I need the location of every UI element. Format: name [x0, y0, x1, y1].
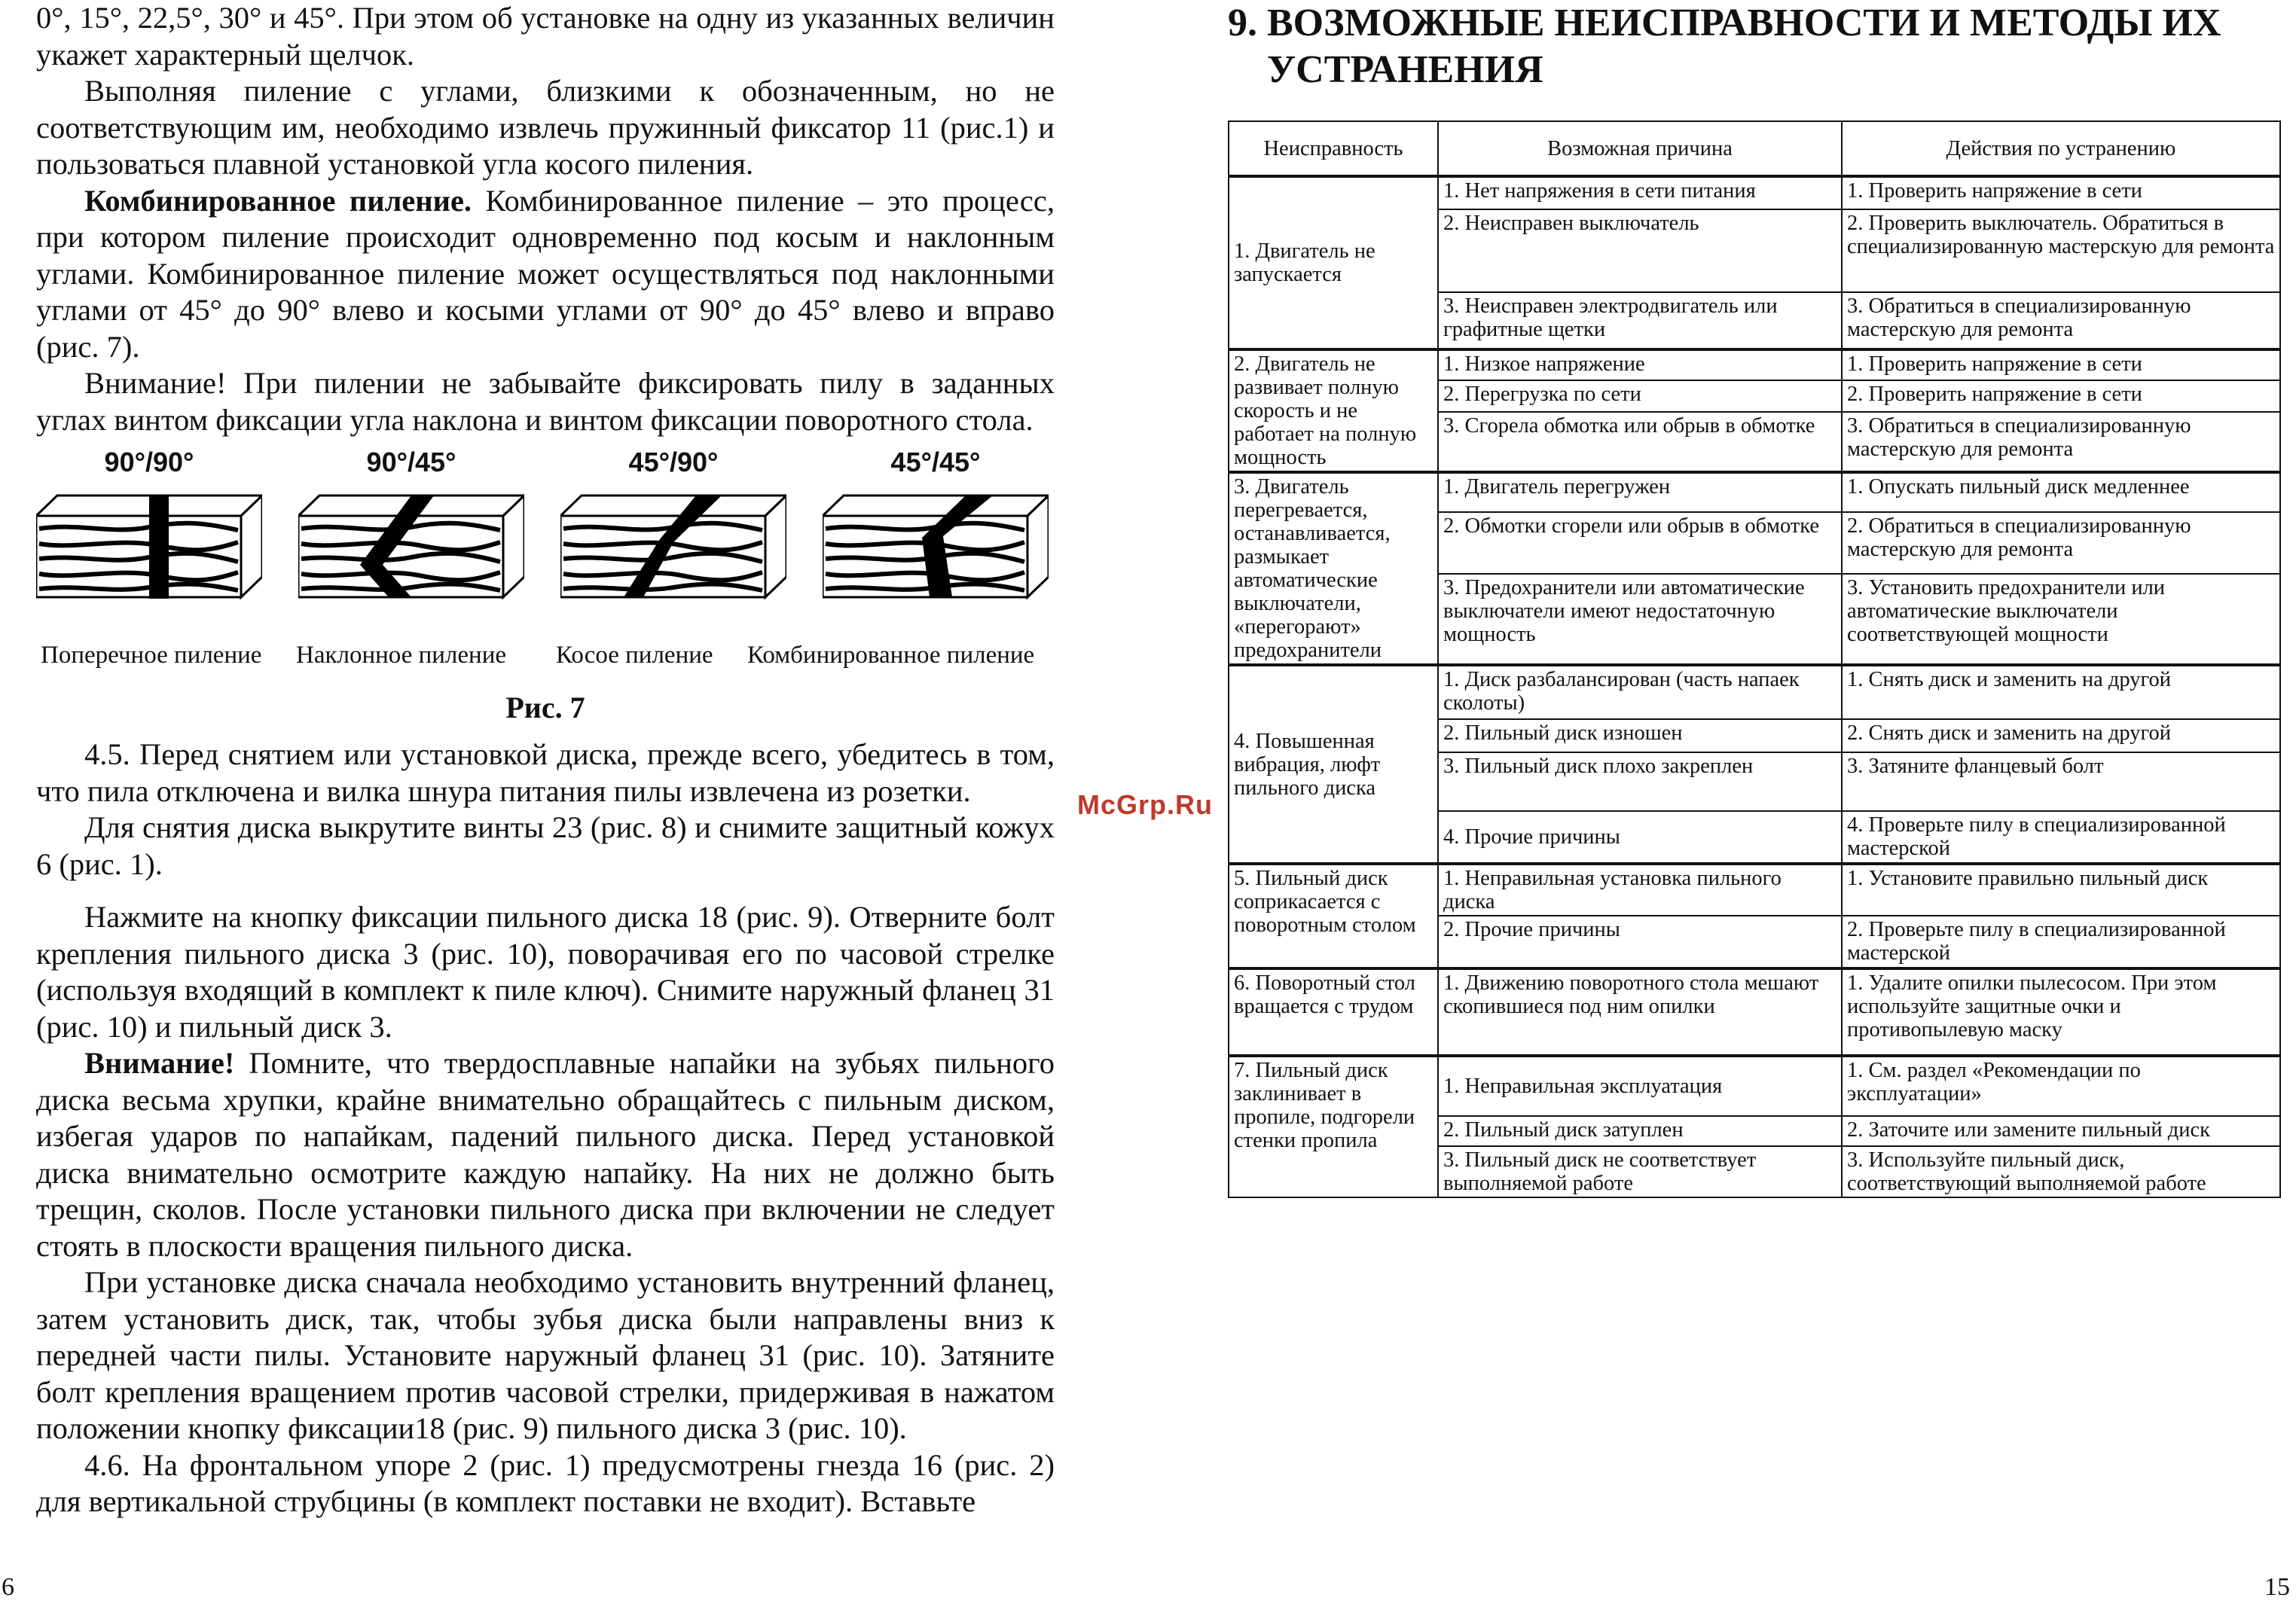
fault-cell: 6. Поворотный стол вращается с трудом — [1229, 968, 1438, 1056]
figure-caption: Косое пиление — [556, 642, 713, 669]
action-cell: 4. Проверьте пилу в специализированной мастерской — [1842, 811, 2280, 864]
fault-group — [1229, 472, 2280, 665]
paragraph — [36, 1045, 1055, 1264]
action-cell: 2. Проверить выключатель. Обратиться в специализированную мастерскую для ремонта — [1842, 209, 2280, 292]
troubleshooting-table — [1228, 120, 2281, 1198]
fault-group — [1229, 665, 2280, 864]
figure-panel-miter — [560, 446, 786, 634]
figure-captions — [36, 634, 1055, 676]
paragraph: Для снятия диска выкрутите винты 23 (рис. 8) и снимите защитный кожух 6 (рис. 1). — [36, 810, 1055, 881]
table-row — [1229, 968, 2280, 1056]
paragraph: 4.5. Перед снятием или установкой диска, прежде всего, убедитесь в том, что пила отключена и вилка шнура питания пилы извлечена из розетки. — [36, 737, 1055, 808]
cause-cell: 2. Прочие причины — [1438, 916, 1842, 968]
action-cell: 2. Проверить напряжение в сети — [1842, 380, 2280, 411]
page-number-left: 6 — [2, 1573, 14, 1601]
wood-bevel-illustration — [298, 489, 524, 602]
action-cell: 1. Опускать пильный диск медленнее — [1842, 472, 2280, 512]
action-cell: 3. Установить предохранители или автоматические выключатели соответствующей мощности — [1842, 574, 2280, 665]
paragraph: Выполняя пиление с углами, близкими к обозначенным, но не соответствующим им, необходимо извлечь пружинный фиксатор 11 (рис.1) и пользоваться плавной установкой угла косого пиления. — [36, 74, 1055, 181]
cause-cell: 2. Пильный диск изношен — [1438, 719, 1842, 752]
section-title: 9. ВОЗМОЖНЫЕ НЕИСПРАВНОСТИ И МЕТОДЫ ИХ УСТРАНЕНИЯ — [1228, 2, 2221, 91]
action-cell: 3. Используйте пильный диск, соответствующий выполняемой работе — [1842, 1146, 2280, 1197]
figure-panel-compound — [823, 446, 1049, 634]
figure-caption: Поперечное пиление — [41, 642, 262, 669]
table-row — [1229, 665, 2280, 719]
page-number-right: 15 — [2264, 1573, 2290, 1601]
paragraph: Внимание! При пилении не забывайте фиксировать пилу в заданных углах винтом фиксации угла наклона и винтом фиксации поворотного стола. — [36, 366, 1055, 437]
fault-group — [1229, 176, 2280, 349]
cause-cell: 3. Пильный диск не соответствует выполняемой работе — [1438, 1146, 1842, 1197]
figure-panel-bevel — [298, 446, 524, 634]
paragraph-heading: Внимание! — [84, 1046, 235, 1080]
cause-cell: 1. Неправильная установка пильного диска — [1438, 864, 1842, 916]
action-cell: 3. Затяните фланцевый болт — [1842, 752, 2280, 811]
action-cell: 1. Удалите опилки пылесосом. При этом используйте защитные очки и противопылевую маску — [1842, 968, 2280, 1056]
action-cell: 2. Обратиться в специализированную мастерскую для ремонта — [1842, 512, 2280, 574]
action-cell: 1. Проверить напряжение в сети — [1842, 176, 2280, 209]
action-cell: 3. Обратиться в специализированную мастерскую для ремонта — [1842, 412, 2280, 472]
table-row — [1229, 472, 2280, 512]
action-cell: 3. Обратиться в специализированную мастерскую для ремонта — [1842, 292, 2280, 349]
cause-cell: 1. Нет напряжения в сети питания — [1438, 176, 1842, 209]
fault-group — [1229, 968, 2280, 1056]
cause-cell: 3. Неисправен электродвигатель или графитные щетки — [1438, 292, 1842, 349]
figure-angle-label: 90°/90° — [104, 447, 194, 477]
fault-cell: 2. Двигатель не развивает полную скорость и не работает на полную мощность — [1229, 349, 1438, 472]
left-page — [36, 0, 1055, 1520]
action-cell: 2. Заточите или замените пильный диск — [1842, 1116, 2280, 1146]
action-cell: 2. Снять диск и заменить на другой — [1842, 719, 2280, 752]
cause-cell: 2. Неисправен выключатель — [1438, 209, 1842, 292]
cause-cell: 3. Пильный диск плохо закреплен — [1438, 752, 1842, 811]
figure-7 — [36, 446, 1055, 634]
figure-title: Рис. 7 — [505, 691, 585, 724]
paragraph-heading: Комбинированное пиление. — [84, 183, 472, 218]
wood-crosscut-illustration — [36, 489, 262, 602]
wood-compound-illustration — [823, 489, 1049, 602]
right-page — [1228, 0, 2282, 1195]
action-cell: 2. Проверьте пилу в специализированной мастерской — [1842, 916, 2280, 968]
column-header: Действия по устранению — [1842, 121, 2280, 176]
paragraph: При установке диска сначала необходимо установить внутренний фланец, затем установить диск, так, чтобы зубья диска были направлены вниз к передней части пилы. Установите наружный фланец 31 (рис. 10). Затяните болт крепления вращением против часовой стрелки, придерживая в нажатом положении кнопку фиксации18 (рис. 9) пильного диска 3 (рис. 10). — [36, 1265, 1055, 1445]
figure-angle-label: 45°/45° — [890, 447, 981, 477]
fault-group — [1229, 349, 2280, 472]
cause-cell: 1. Диск разбалансирован (часть напаек сколоты) — [1438, 665, 1842, 719]
fault-cell: 4. Повышенная вибрация, люфт пильного диска — [1229, 665, 1438, 864]
watermark: McGrp.Ru — [1077, 789, 1214, 820]
cause-cell: 3. Предохранители или автоматические выключатели имеют недостаточную мощность — [1438, 574, 1842, 665]
wood-miter-illustration — [560, 489, 786, 602]
cause-cell: 2. Обмотки сгорели или обрыв в обмотке — [1438, 512, 1842, 574]
figure-angle-label: 45°/90° — [628, 447, 719, 477]
column-header: Неисправность — [1229, 121, 1438, 176]
table-row — [1229, 349, 2280, 380]
fault-group — [1229, 1056, 2280, 1197]
figure-angle-label: 90°/45° — [366, 447, 456, 477]
table-row — [1229, 864, 2280, 916]
paragraph-text: Помните, что твердосплавные напайки на зубьях пильного диска весьма хрупки, крайне внимательно обращайтесь с пильным диском, избегая ударов по напайкам, падений пильного диска. Перед установкой диска внимательно осмотрите каждую напайку. На них не должно быть трещин, сколов. После установки пильного диска при включении не следует стоять в плоскости вращения пильного диска. — [36, 1046, 1055, 1263]
action-cell: 1. См. раздел «Рекомендации по эксплуатации» — [1842, 1056, 2280, 1116]
table-row — [1229, 1056, 2280, 1116]
fault-cell: 3. Двигатель перегревается, останавливается, размыкает автоматические выключатели, «перегорают» предохранители — [1229, 472, 1438, 665]
figure-panel-crosscut — [36, 446, 262, 634]
cause-cell: 2. Пильный диск затуплен — [1438, 1116, 1842, 1146]
figure-caption: Комбинированное пиление — [747, 642, 1035, 669]
cause-cell: 1. Движению поворотного стола мешают скопившиеся под ним опилки — [1438, 968, 1842, 1056]
fault-cell: 1. Двигатель не запускается — [1229, 176, 1438, 349]
table-header-row — [1229, 121, 2280, 176]
paragraph — [36, 183, 1055, 366]
fault-group — [1229, 864, 2280, 968]
cause-cell: 3. Сгорела обмотка или обрыв в обмотке — [1438, 412, 1842, 472]
paragraph: Нажмите на кнопку фиксации пильного диска 18 (рис. 9). Отверните болт крепления пильного диска 3 (рис. 10), поворачивая его по часовой стрелке (используя входящий в комплект к пиле ключ). Снимите наружный фланец 31 (рис. 10) и пильный диск 3. — [36, 900, 1055, 1044]
cause-cell: 1. Низкое напряжение — [1438, 349, 1842, 380]
cause-cell: 2. Перегрузка по сети — [1438, 380, 1842, 411]
action-cell: 1. Снять диск и заменить на другой — [1842, 665, 2280, 719]
cause-cell: 1. Неправильная эксплуатация — [1438, 1056, 1842, 1116]
table-row — [1229, 176, 2280, 209]
paragraph: 4.6. На фронтальном упоре 2 (рис. 1) предусмотрены гнезда 16 (рис. 2) для вертикальной струбцины (в комплект поставки не входит). Вставьте — [36, 1447, 1055, 1518]
fault-cell: 7. Пильный диск заклинивает в пропиле, подгорели стенки пропила — [1229, 1056, 1438, 1197]
column-header: Возможная причина — [1438, 121, 1842, 176]
fault-cell: 5. Пильный диск соприкасается с поворотным столом — [1229, 864, 1438, 968]
action-cell: 1. Проверить напряжение в сети — [1842, 349, 2280, 380]
cause-cell: 1. Двигатель перегружен — [1438, 472, 1842, 512]
cause-cell: 4. Прочие причины — [1438, 811, 1842, 864]
paragraph: 0°, 15°, 22,5°, 30° и 45°. При этом об установке на одну из указанных величин укажет характерный щелчок. — [36, 1, 1055, 72]
action-cell: 1. Установите правильно пильный диск — [1842, 864, 2280, 916]
figure-caption: Наклонное пиление — [296, 642, 507, 669]
paragraph-text: Комбинированное пиление – это процесс, при котором пиление происходит одновременно под косым и наклонным углами. Комбинированное пиление может осуществляться под наклонными углами от 45° до 90° влево и косыми углами от 90° до 45° влево и вправо (рис. 7). — [36, 183, 1055, 364]
